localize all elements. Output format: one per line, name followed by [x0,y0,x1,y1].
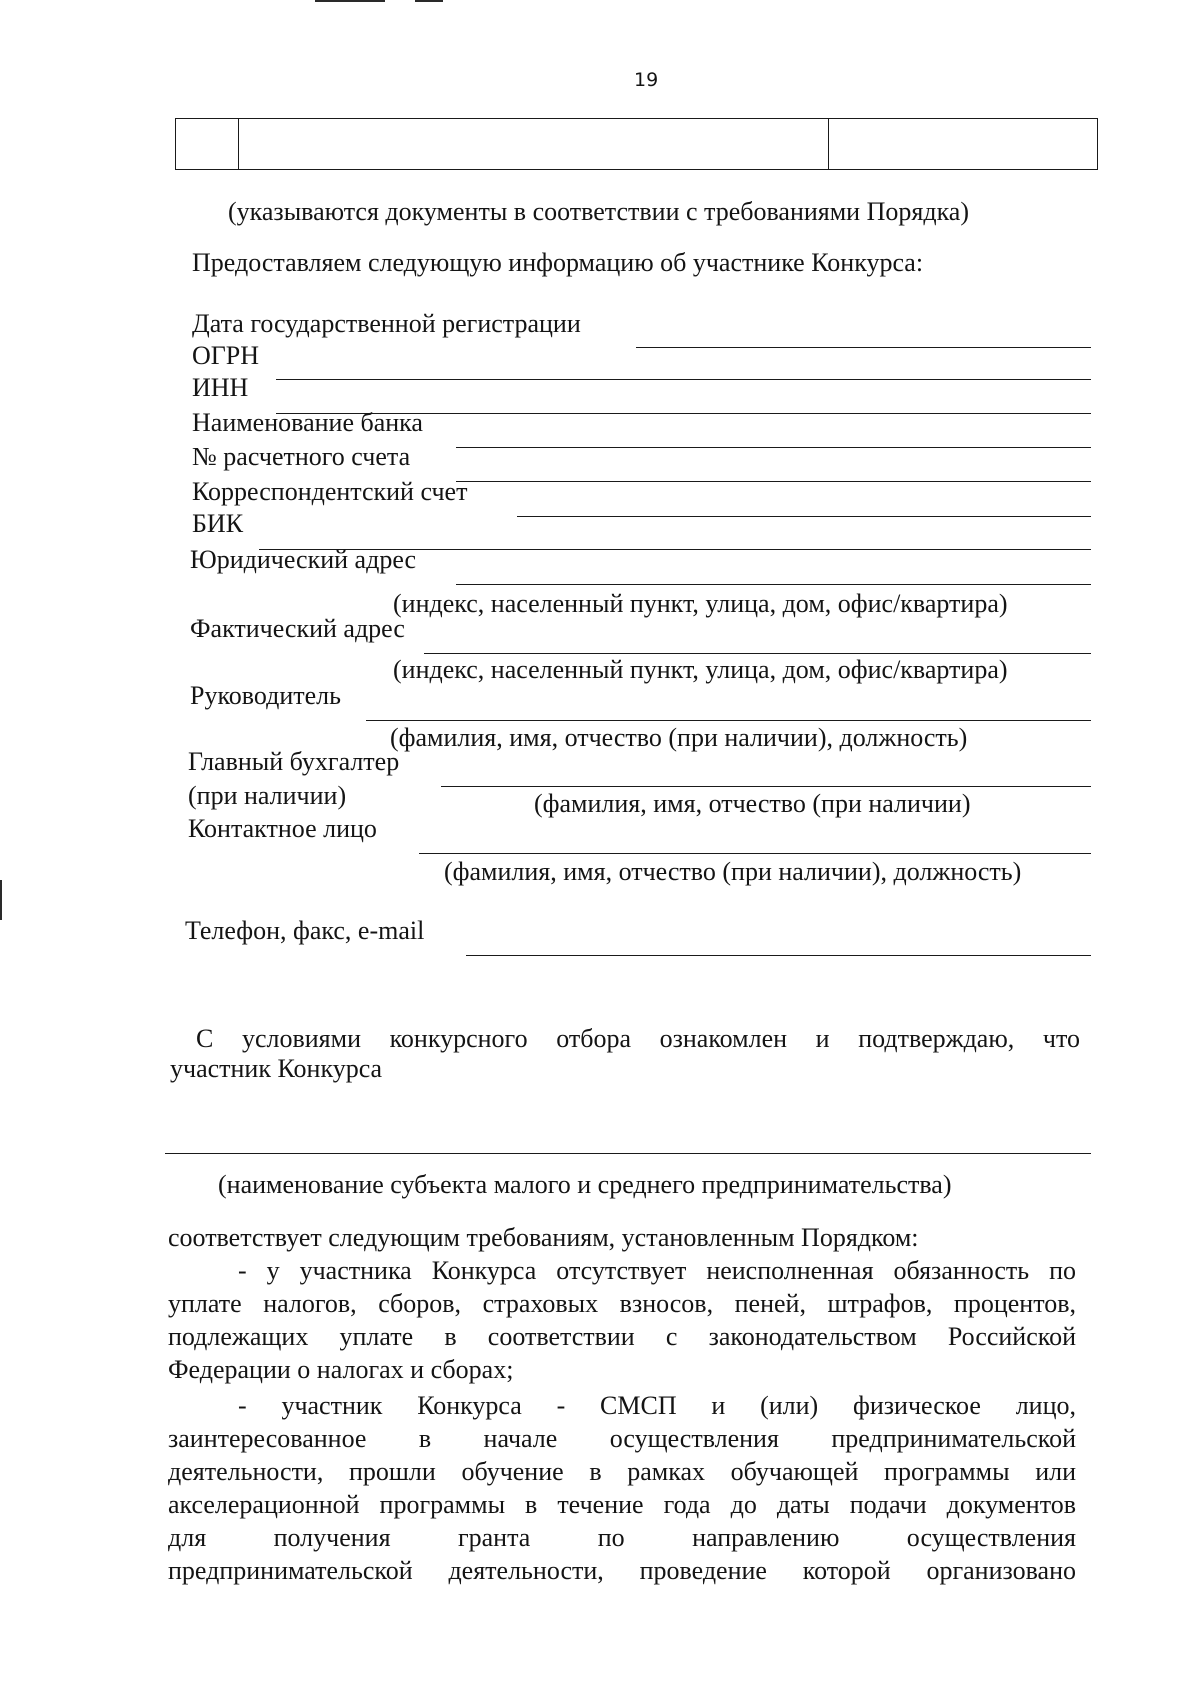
requirement-2-line: акселерационной программы в течение года до даты подачи документов [168,1490,1076,1519]
confirm-line-1: С условиями конкурсного отбора ознакомлен и подтверждаю, что [196,1024,1080,1053]
chief-accountant-note: (при наличии) [188,781,347,810]
requirements-lead: соответствует следующим требованиям, установленным Порядком: [168,1223,919,1252]
requirement-2-line: для получения гранта по направлению осуществления [168,1523,1076,1552]
page-number: 19 [634,69,659,91]
label-bik: БИК [192,509,244,538]
requirement-2-line: предпринимательской деятельности, проведение которой организовано [168,1556,1076,1585]
ogrn-field[interactable] [276,379,1091,380]
label-contact: Контактное лицо [188,814,377,843]
table-cell-divider [828,119,829,169]
requirement-2-line: - участник Конкурса - СМСП и (или) физическое лицо, [238,1391,1076,1420]
documents-table [175,118,1098,170]
label-bank-name: Наименование банка [192,408,423,437]
bank-name-field[interactable] [456,447,1091,448]
label-ogrn: ОГРН [192,341,260,370]
label-phone: Телефон, факс, e-mail [185,916,425,945]
intro-text: Предоставляем следующую информацию об участнике Конкурса: [192,248,924,277]
entity-name-hint: (наименование субъекта малого и среднего предпринимательства) [218,1170,952,1199]
documents-caption: (указываются документы в соответствии с требованиями Порядка) [228,197,969,226]
label-inn: ИНН [192,373,249,402]
entity-name-field[interactable] [165,1153,1091,1154]
requirement-2-line: заинтересованное в начале осуществления предпринимательской [168,1424,1076,1453]
label-account: № расчетного счета [192,442,411,471]
account-field[interactable] [456,481,1091,482]
head-hint: (фамилия, имя, отчество (при наличии), должность) [390,723,968,752]
requirement-1-line: уплате налогов, сборов, страховых взносов, пеней, штрафов, процентов, [168,1289,1076,1318]
legal-address-hint: (индекс, населенный пункт, улица, дом, офис/квартира) [393,589,1008,618]
corr-account-field[interactable] [517,516,1091,517]
legal-address-field[interactable] [456,584,1091,585]
label-actual-address: Фактический адрес [190,614,405,643]
label-legal-address: Юридический адрес [190,545,417,574]
label-corr-account: Корреспондентский счет [192,477,468,506]
table-cell-divider [238,119,239,169]
head-field[interactable] [366,720,1091,721]
contact-hint: (фамилия, имя, отчество (при наличии), должность) [444,857,1022,886]
chief-accountant-hint: (фамилия, имя, отчество (при наличии) [534,789,971,818]
requirement-1-line: подлежащих уплате в соответствии с законодательством Российской [168,1322,1076,1351]
reg-date-field[interactable] [636,347,1091,348]
contact-field[interactable] [419,853,1091,854]
phone-field[interactable] [466,955,1091,956]
label-head: Руководитель [190,681,341,710]
requirement-1-line: - у участника Конкурса отсутствует неисполненная обязанность по [238,1256,1076,1285]
chief-accountant-field[interactable] [441,786,1091,787]
requirement-2-line: деятельности, прошли обучение в рамках обучающей программы или [168,1457,1076,1486]
label-reg-date: Дата государственной регистрации [192,309,581,338]
actual-address-hint: (индекс, населенный пункт, улица, дом, офис/квартира) [393,655,1008,684]
actual-address-field[interactable] [424,653,1091,654]
requirement-1-line: Федерации о налогах и сборах; [168,1355,514,1384]
label-chief-accountant: Главный бухгалтер [188,747,400,776]
scan-mark-top [415,0,443,2]
scan-mark-top [315,0,385,2]
confirm-line-2: участник Конкурса [170,1054,383,1083]
scan-mark-left [0,880,2,920]
